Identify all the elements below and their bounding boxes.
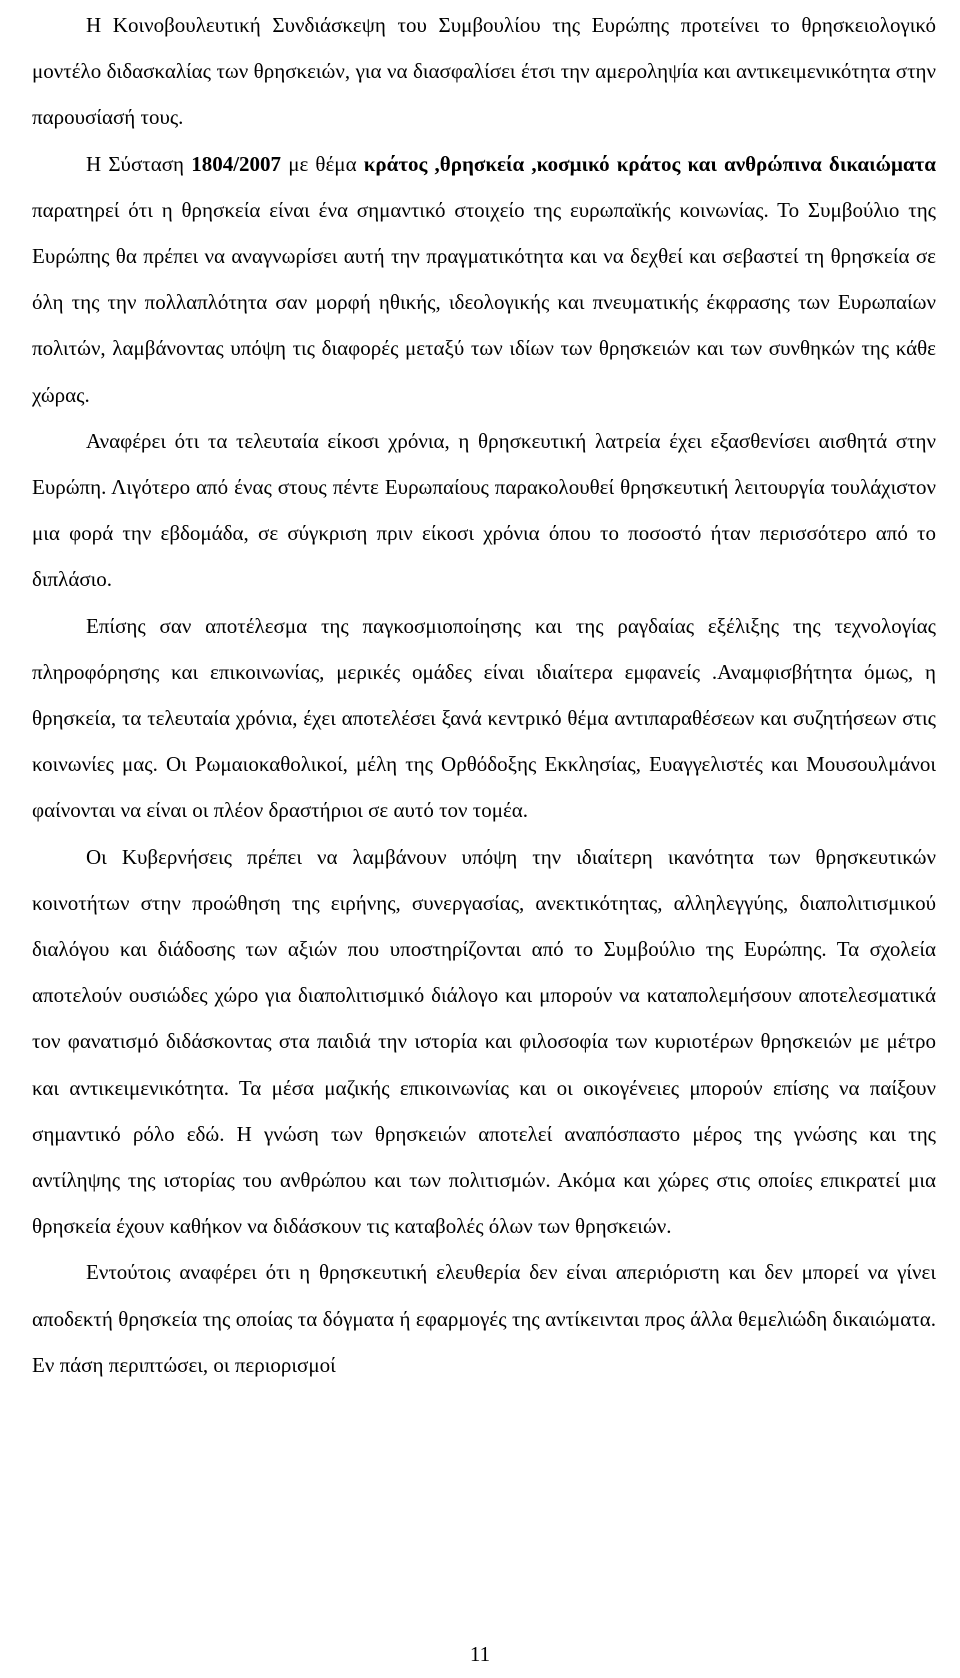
paragraph-text: Εντούτοις αναφέρει ότι η θρησκευτική ελευθερία δεν είναι απεριόριστη και δεν μπορεί να γίνει αποδεκτή θρησκεία της οποίας τα δόγματα ή εφαρμογές της αντίκεινται προς άλλα θεμελιώδη δικαιώματα. Εν πάση περιπτώσει, οι περιορισμοί <box>32 1260 936 1377</box>
paragraph-text: Επίσης σαν αποτέλεσμα της παγκοσμιοποίησης και της ραγδαίας εξέλιξης της τεχνολογίας πληροφόρησης και επικοινωνίας, μερικές ομάδες είναι ιδιαίτερα εμφανείς .Αναμφισβήτητα όμως, η θρησκεία, τα τελευταία χρόνια, έχει αποτελέσει ξανά κεντρικό θέμα αντιπαραθέσεων και συζητήσεων στις κοινωνίες μας. Οι Ρωμαιοκαθολικοί, μέλη της Ορθόδοξης Εκκλησίας, Ευαγγελιστές και Μουσουλμάνοι φαίνονται να είναι οι πλέον δραστήριοι σε αυτό τον τομέα. <box>32 613 936 823</box>
paragraph-text: Η Κοινοβουλευτική Συνδιάσκεψη του Συμβουλίου της Ευρώπης προτείνει το θρησκειολογικό μοντέλο διδασκαλίας των θρησκειών, για να διασφαλίσει έτσι την αμεροληψία και αντικειμενικότητα στην παρουσίασή τους. <box>32 13 936 130</box>
paragraph-6 <box>32 1249 936 1388</box>
paragraph-text: με θέμα <box>281 151 364 176</box>
paragraph-3 <box>32 418 936 603</box>
paragraph-5 <box>32 834 936 1250</box>
bold-text: κράτος ,θρησκεία ,κοσμικό κράτος και ανθρώπινα δικαιώματα <box>363 151 937 176</box>
paragraph-text: Οι Κυβερνήσεις πρέπει να λαμβάνουν υπόψη την ιδιαίτερη ικανότητα των θρησκευτικών κοινοτήτων στην προώθηση της ειρήνης, συνεργασίας, ανεκτικότητας, αλληλεγγύης, διαπολιτισμικού διαλόγου και διάδοσης των αξιών που υποστηρίζονται από το Συμβούλιο της Ευρώπης. Τα σχολεία αποτελούν ουσιώδες χώρο για διαπολιτισμικό διάλογο και μπορούν να καταπολεμήσουν αποτελεσματικά τον φανατισμό διδάσκοντας στα παιδιά την ιστορία και φιλοσοφία των κυριοτέρων θρησκειών με μέτρο και αντικειμενικότητα. Τα μέσα μαζικής επικοινωνίας και οι οικογένειες μπορούν επίσης να παίξουν σημαντικό ρόλο εδώ. Η γνώση των θρησκειών αποτελεί αναπόσπαστο μέρος της γνώσης και της αντίληψης της ιστορίας του ανθρώπου και των πολιτισμών. Ακόμα και χώρες στις οποίες επικρατεί μια θρησκεία έχουν καθήκον να διδάσκουν τις καταβολές όλων των θρησκειών. <box>32 844 936 1239</box>
paragraph-2 <box>32 141 936 418</box>
paragraph-4 <box>32 603 936 834</box>
paragraph-text: παρατηρεί ότι η θρησκεία είναι ένα σημαντικό στοιχείο της ευρωπαϊκής κοινωνίας. Το Συμβούλιο της Ευρώπης θα πρέπει να αναγνωρίσει αυτή την πραγματικότητα και να δεχθεί και σεβαστεί τη θρησκεία σε όλη της την πολλαπλότητα σαν μορφή ηθικής, ιδεολογικής και πνευματικής έκφρασης των Ευρωπαίων πολιτών, λαμβάνοντας υπόψη τις διαφορές μεταξύ των ιδίων των θρησκειών και των συνθηκών της κάθε χώρας. <box>32 197 936 407</box>
bold-text: 1804/2007 <box>191 151 282 176</box>
paragraph-1 <box>32 2 936 141</box>
paragraph-text: Η Σύσταση <box>86 151 192 176</box>
paragraph-text: Αναφέρει ότι τα τελευταία είκοσι χρόνια, η θρησκευτική λατρεία έχει εξασθενίσει αισθητά στην Ευρώπη. Λιγότερο από ένας στους πέντε Ευρωπαίους παρακολουθεί θρησκευτική λειτουργία τουλάχιστον μια φορά την εβδομάδα, σε σύγκριση πριν είκοσι χρόνια όπου το ποσοστό ήταν περισσότερο από το διπλάσιο. <box>32 428 936 592</box>
page-number: 11 <box>469 1642 491 1666</box>
